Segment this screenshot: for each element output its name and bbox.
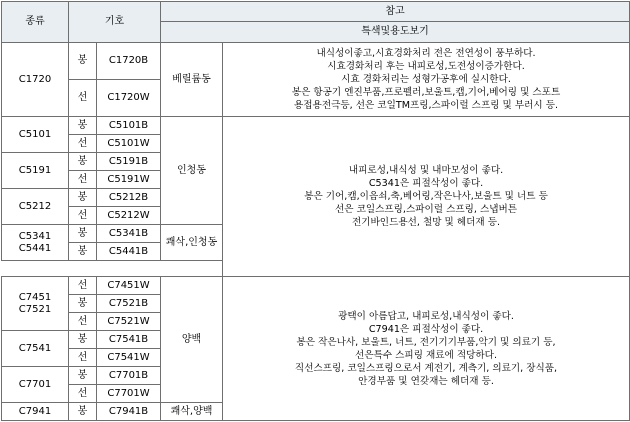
material-cell: 쾌삭,인청동 (161, 225, 223, 261)
note-line: 용접용전극등, 선은 코일TM프링,스파이럴 스프링 및 부러시 등. (294, 100, 559, 111)
form-cell: 선 (69, 277, 97, 295)
note-line: 내피로성,내식성 및 내마모성이 좋다. (348, 165, 504, 176)
form-cell: 선 (69, 349, 97, 367)
type-cell: C5191 (2, 153, 69, 189)
type-cell: C7541 (2, 331, 69, 367)
symbol-cell: C5212B (97, 189, 161, 207)
header-reference: 참고 (161, 2, 630, 22)
symbol-cell: C5191W (97, 171, 161, 189)
note-line: 봉은 기어,캠,이음쇠,축,베어링,작은나사,보울트 및 너트 등 (304, 191, 548, 202)
symbol-cell: C7521B (97, 295, 161, 313)
note-line: 선은 코일스프링,스파이럴 스프링, 스냅버튼 (334, 204, 518, 215)
type-cell: C7701 (2, 367, 69, 403)
note-line: 직선스프링, 코일스프링으로서 계전기, 계측기, 의료기, 장식품, (294, 362, 558, 374)
note-line: 봉은 항공기 엔진부품,프로펠러,보울트,캡,기어,베어링 및 스포트 (291, 87, 561, 98)
note-line: C5341은 피절삭성이 좋다. (368, 178, 484, 189)
symbol-cell: C7451W (97, 277, 161, 295)
symbol-cell: C5441B (97, 243, 161, 261)
form-cell: 선 (69, 313, 97, 331)
type-cell: C1720 (2, 43, 69, 117)
type-label: C7451 (18, 291, 52, 303)
header-symbol: 기호 (69, 2, 161, 43)
form-cell: 봉 (69, 295, 97, 313)
form-cell: 선 (69, 207, 97, 225)
symbol-cell: C7701B (97, 367, 161, 385)
form-cell: 선 (69, 171, 97, 189)
form-cell: 봉 (69, 243, 97, 261)
form-cell: 봉 (69, 117, 97, 135)
symbol-cell: C7941B (97, 403, 161, 421)
note-line: 내식성이좋고,시효경화처리 전은 전연성이 풍부하다. (316, 48, 536, 59)
material-cell: 양백 (161, 277, 223, 403)
note-line: 시효 경화처리는 성형가공후에 실시한다. (341, 74, 511, 85)
symbol-cell: C7541W (97, 349, 161, 367)
type-cell (2, 277, 69, 331)
type-cell (2, 225, 69, 261)
note-line: 봉은 작은나사, 보울트, 너트, 전기기기부품,악기 및 의료기 등, (296, 336, 556, 348)
note-line: 안경부품 및 연갖재는 헤더재 등. (358, 375, 494, 387)
note-line: 시효경화처리 후는 내피로성,도전성이증가한다. (327, 61, 525, 72)
form-cell: 봉 (69, 331, 97, 349)
form-cell: 선 (69, 135, 97, 153)
form-cell: 봉 (69, 43, 97, 80)
symbol-cell: C5341B (97, 225, 161, 243)
material-cell: 베릴륨동 (161, 43, 223, 117)
form-cell: 봉 (69, 153, 97, 171)
symbol-cell: C7701W (97, 385, 161, 403)
type-label: C7521 (18, 303, 52, 315)
note-beryllium (223, 43, 630, 117)
form-cell: 봉 (69, 225, 97, 243)
form-cell: 봉 (69, 403, 97, 421)
material-cell: 인청동 (161, 117, 223, 225)
header-kind: 종류 (2, 2, 69, 43)
type-cell: C5101 (2, 117, 69, 153)
note-line: 광택이 아름답고, 내피로성,내식성이 좋다. (338, 310, 514, 322)
symbol-cell: C1720B (97, 43, 161, 80)
note-line: C7941은 피절삭성이 좋다. (368, 323, 484, 335)
type-cell: C7941 (2, 403, 69, 421)
type-label: C5341 (18, 230, 52, 242)
symbol-cell: C7541B (97, 331, 161, 349)
type-cell: C5212 (2, 189, 69, 225)
form-cell: 봉 (69, 367, 97, 385)
form-cell: 선 (69, 80, 97, 117)
symbol-cell: C5212W (97, 207, 161, 225)
symbol-cell: C1720W (97, 80, 161, 117)
copper-alloy-table (1, 1, 630, 421)
form-cell: 선 (69, 385, 97, 403)
note-nickel-silver (223, 277, 630, 421)
form-cell: 봉 (69, 189, 97, 207)
note-line: 전기바인드용선, 철망 및 헤더재 등. (352, 217, 501, 228)
header-feature: 특색및용도보기 (161, 22, 630, 43)
type-label: C5441 (18, 242, 52, 254)
note-line: 선은특수 스피링 재료에 적당하다. (355, 349, 497, 361)
symbol-cell: C5101B (97, 117, 161, 135)
symbol-cell: C7521W (97, 313, 161, 331)
note-phosphor (223, 117, 630, 277)
material-cell: 쾌삭,양백 (161, 403, 223, 421)
symbol-cell: C5191B (97, 153, 161, 171)
symbol-cell: C5101W (97, 135, 161, 153)
